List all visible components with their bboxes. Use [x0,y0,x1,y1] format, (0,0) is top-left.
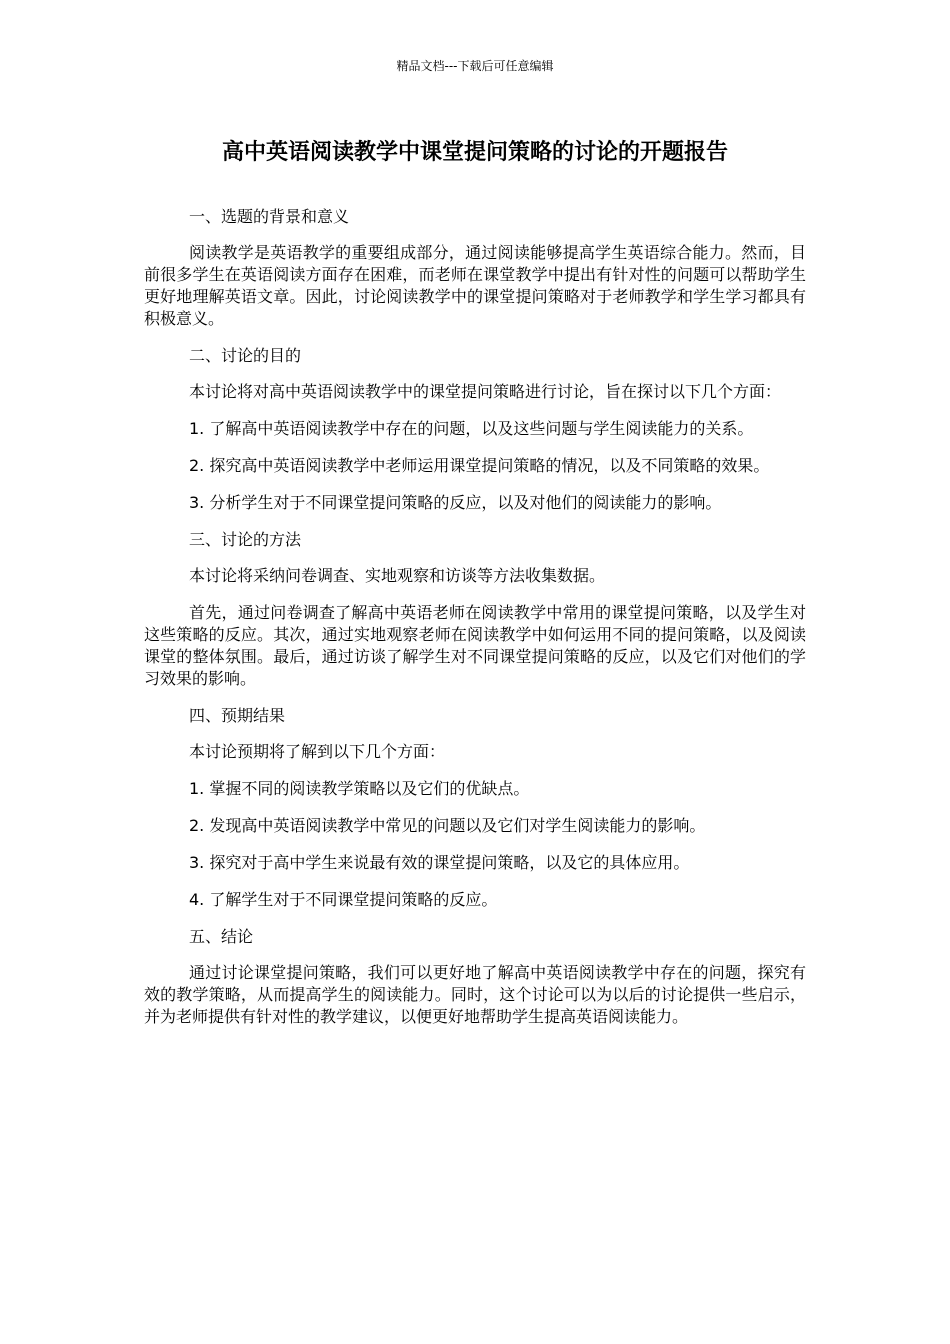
list-item-purpose-1: 1. 了解高中英语阅读教学中存在的问题，以及这些问题与学生阅读能力的关系。 [189,419,754,438]
list-item-expected-3: 3. 探究对于高中学生来说最有效的课堂提问策略，以及它的具体应用。 [189,853,690,872]
list-item-expected-4: 4. 了解学生对于不同课堂提问策略的反应。 [189,890,498,909]
paragraph-purpose-intro: 本讨论将对高中英语阅读教学中的课堂提问策略进行讨论，旨在探讨以下几个方面： [189,382,782,401]
section-heading-purpose: 二、讨论的目的 [189,346,302,365]
section-heading-expected-results: 四、预期结果 [189,706,286,725]
paragraph-expected-intro: 本讨论预期将了解到以下几个方面： [189,742,446,761]
document-title: 高中英语阅读教学中课堂提问策略的讨论的开题报告 [221,140,728,165]
paragraph-background: 阅读教学是英语教学的重要组成部分，通过阅读能够提高学生英语综合能力。然而，目前很多学生在英语阅读方面存在困难，而老师在课堂教学中提出有针对性的问题可以帮助学生更好地理解英语文章。因此，讨论阅读教学中的课堂提问策略对于老师教学和学生学习都具有积极意义。 [144,243,806,328]
section-heading-conclusion: 五、结论 [189,927,254,946]
list-item-purpose-2: 2. 探究高中英语阅读教学中老师运用课堂提问策略的情况，以及不同策略的效果。 [189,456,770,475]
list-item-expected-2: 2. 发现高中英语阅读教学中常见的问题以及它们对学生阅读能力的影响。 [189,816,706,835]
section-heading-background: 一、选题的背景和意义 [189,207,350,226]
document-body [144,206,806,1043]
list-item-expected-1: 1. 掌握不同的阅读教学策略以及它们的优缺点。 [189,779,530,798]
paragraph-method-2: 首先，通过问卷调查了解高中英语老师在阅读教学中常用的课堂提问策略，以及学生对这些策略的反应。其次，通过实地观察老师在阅读教学中如何运用不同的提问策略，以及阅读课堂的整体氛围。最后，通过访谈了解学生对不同课堂提问策略的反应，以及它们对他们的学习效果的影响。 [144,603,806,688]
list-item-purpose-3: 3. 分析学生对于不同课堂提问策略的反应，以及对他们的阅读能力的影响。 [189,493,722,512]
page-header-note: 精品文档---下载后可任意编辑 [396,59,554,73]
paragraph-method-1: 本讨论将采纳问卷调查、实地观察和访谈等方法收集数据。 [189,566,606,585]
paragraph-conclusion: 通过讨论课堂提问策略，我们可以更好地了解高中英语阅读教学中存在的问题，探究有效的教学策略，从而提高学生的阅读能力。同时，这个讨论可以为以后的讨论提供一些启示，并为老师提供有针对性的教学建议，以便更好地帮助学生提高英语阅读能力。 [144,963,806,1026]
section-heading-method: 三、讨论的方法 [189,530,302,549]
